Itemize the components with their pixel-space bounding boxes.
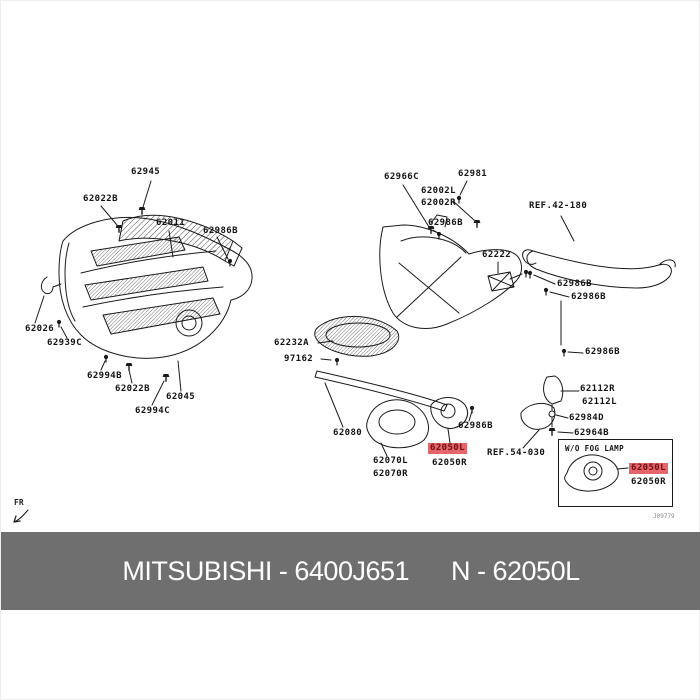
part-label: 62002L [421, 186, 456, 196]
part-label: 97162 [284, 354, 314, 364]
air-dam-strip-drawing [315, 371, 447, 411]
footer-part-number: N - 62050L [451, 555, 580, 586]
part-label: 62986B [585, 347, 620, 357]
part-label: 62080 [333, 428, 363, 438]
part-label: 62981 [458, 169, 488, 179]
part-label: 62232A [274, 338, 309, 348]
part-label: 62070L [373, 456, 408, 466]
document-code: J09779 [653, 513, 675, 520]
reinforcement-beam-drawing [523, 250, 676, 288]
part-label: 62966C [384, 172, 419, 182]
rear-bumper-shell-drawing [380, 215, 522, 328]
license-bracket-drawing [488, 272, 514, 291]
fr-direction-arrow-icon [14, 510, 28, 522]
part-label: 62045 [166, 392, 196, 402]
part-label: 62986B [571, 292, 606, 302]
part-label: 62026 [25, 324, 55, 334]
part-label-reference: REF.42-180 [529, 201, 588, 211]
part-label: 62050R [631, 477, 666, 487]
part-label: 62050R [432, 458, 467, 468]
part-label: 62984D [569, 413, 604, 423]
part-label-reference: REF.54-030 [487, 448, 546, 458]
fog-lamp-box-title: W/O FOG LAMP [565, 444, 624, 453]
part-label: 62022B [83, 194, 118, 204]
part-label: 62945 [131, 167, 161, 177]
part-label: 62022B [115, 384, 150, 394]
footer-bar [1, 532, 700, 610]
part-label: 62994C [135, 406, 170, 416]
part-label: 62964B [574, 428, 609, 438]
part-label: 62070R [373, 469, 408, 479]
part-label: 62112L [582, 397, 617, 407]
part-label: 62994B [87, 371, 122, 381]
fog-lamp-bezel-drawing [367, 400, 429, 448]
part-label: 62986B [557, 279, 592, 289]
footer-catalog-number: MITSUBISHI - 6400J651 [122, 555, 410, 586]
part-label: 62002R [421, 198, 456, 208]
radiator-grille-drawing [315, 316, 399, 356]
side-bracket-drawing [544, 301, 563, 435]
part-label-highlighted: 62050L [430, 443, 465, 453]
part-label: 62986B [428, 218, 463, 228]
part-label-highlighted: 62050L [631, 463, 666, 473]
parts-diagram-drawing [1, 1, 700, 549]
part-label: 62011 [156, 218, 186, 228]
fr-direction-label: FR [14, 498, 24, 507]
part-label: 62112R [580, 384, 615, 394]
part-label: 62986B [458, 421, 493, 431]
part-label: 62939C [47, 338, 82, 348]
part-label: 62986B [203, 226, 238, 236]
part-label: 62222 [482, 250, 512, 260]
